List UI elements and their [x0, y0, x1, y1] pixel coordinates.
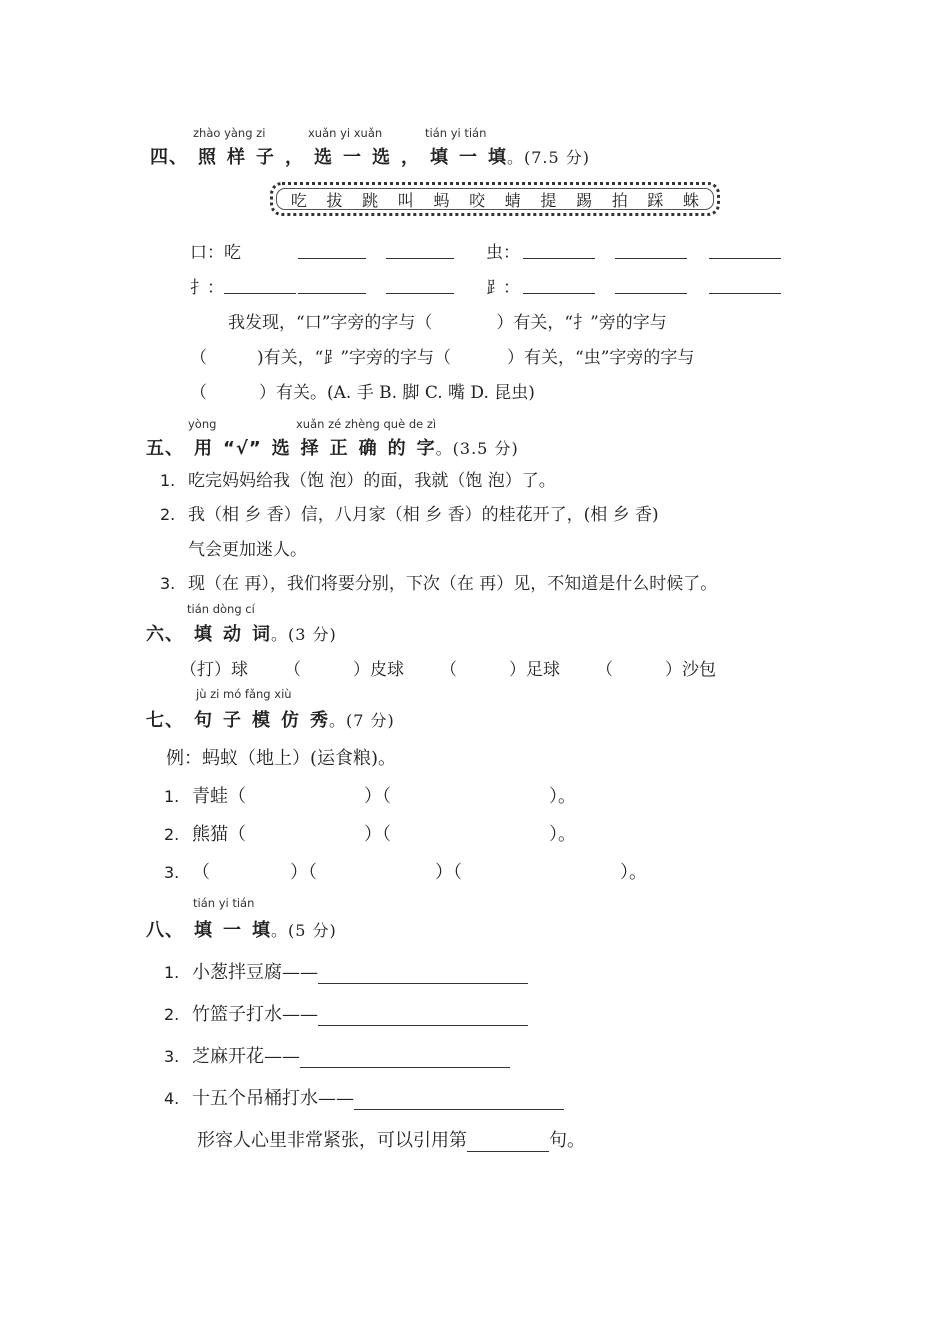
- blank[interactable]: [386, 240, 454, 259]
- s5-item-1: [160, 466, 556, 491]
- text: （: [228, 786, 246, 807]
- s8-item-1: [164, 958, 528, 984]
- s7-pinyin: [0, 687, 950, 701]
- title-char: 选: [271, 438, 291, 459]
- pinyin: tián yi tián: [425, 126, 487, 140]
- word: 蜻: [504, 190, 521, 210]
- s7-item-2: [164, 820, 576, 846]
- blank[interactable]: [615, 275, 687, 294]
- blank[interactable]: [386, 275, 454, 294]
- score: 。(3 分): [271, 625, 337, 644]
- title-char: 一: [223, 920, 242, 941]
- answer-line[interactable]: [318, 965, 528, 984]
- title-char: 正: [329, 438, 349, 459]
- section-number: 四、: [150, 147, 188, 168]
- text: （: [228, 824, 246, 845]
- text: （: [440, 660, 457, 680]
- score: 。(7.5 分): [507, 148, 591, 167]
- item-text: 气会更加迷人。: [188, 540, 307, 560]
- discovery-line-2: [190, 343, 694, 368]
- title-char: 选: [372, 147, 391, 168]
- word: 提: [540, 190, 557, 210]
- text: （: [190, 383, 207, 403]
- text: （: [596, 660, 613, 680]
- pinyin: tián dòng cí: [187, 602, 255, 616]
- item-number: 3.: [164, 863, 180, 882]
- s5-pinyin: [0, 417, 950, 431]
- item-number: 1.: [164, 787, 180, 806]
- answer-line[interactable]: [354, 1091, 564, 1110]
- section-8-title: [146, 916, 337, 942]
- pinyin: zhào yàng zi: [193, 126, 266, 140]
- text: ）沙包: [665, 660, 716, 680]
- item-number: 2.: [164, 1005, 180, 1024]
- word: 咬: [469, 190, 486, 210]
- s8-item-4: [164, 1084, 564, 1110]
- text: ）皮球: [353, 660, 404, 680]
- title-char: 子: [256, 147, 275, 168]
- text: （: [284, 660, 301, 680]
- text: ）足球: [509, 660, 560, 680]
- title-char: 子: [223, 710, 242, 731]
- title-char: 填: [194, 624, 213, 645]
- s7-example: 例：蚂蚁（地上）(运食粮)。: [166, 748, 397, 769]
- word: 拔: [326, 190, 343, 210]
- word-bank: [270, 182, 720, 216]
- word: 踢: [576, 190, 593, 210]
- title-char: ，: [401, 147, 420, 168]
- word: 跳: [362, 190, 379, 210]
- title-char: 模: [252, 710, 271, 731]
- blank[interactable]: [709, 240, 781, 259]
- title-char: 填: [252, 920, 271, 941]
- pinyin: xuǎn zé zhèng què de zì: [296, 417, 437, 431]
- word: 拍: [611, 190, 628, 210]
- section-number: 七、: [146, 710, 184, 731]
- text: ）。: [549, 786, 576, 807]
- s8-item-3: [164, 1042, 510, 1068]
- title-char: 字: [416, 438, 436, 459]
- title-char: 动: [223, 624, 242, 645]
- item-number: 3.: [160, 574, 176, 593]
- item-text: 吃完妈妈给我（饱 泡）的面，我就（饱 泡）了。: [188, 471, 556, 491]
- s6-pinyin: [0, 602, 950, 616]
- s6-line: [180, 655, 716, 680]
- blank[interactable]: [298, 240, 366, 259]
- title-char: 择: [300, 438, 320, 459]
- blank[interactable]: [523, 240, 595, 259]
- text: 形容人心里非常紧张，可以引用第: [197, 1130, 467, 1151]
- title-char: 词: [252, 624, 271, 645]
- item-number: 1.: [160, 471, 176, 490]
- pinyin: tián yi tián: [193, 896, 255, 910]
- s5-item-3: [160, 569, 717, 594]
- item-text: 芝麻开花——: [192, 1046, 300, 1067]
- item-number: 2.: [160, 505, 176, 524]
- text: ）有关。(A. 手 B. 脚 C. 嘴 D. 昆虫): [259, 383, 535, 403]
- title-char: 一: [459, 147, 478, 168]
- text: ）（: [435, 862, 462, 883]
- score: 。(7 分): [329, 711, 395, 730]
- title-char: 样: [227, 147, 246, 168]
- item-number: 2.: [164, 825, 180, 844]
- title-char: 确: [358, 438, 378, 459]
- section-7-title: [146, 706, 395, 732]
- text: ）（: [290, 862, 317, 883]
- item-number: 4.: [164, 1089, 180, 1108]
- title-char: 选: [314, 147, 333, 168]
- item-text: 小葱拌豆腐——: [192, 962, 318, 983]
- section-4-title: [150, 143, 590, 169]
- discovery-line-1: [228, 308, 667, 333]
- s7-item-3: [164, 858, 647, 884]
- word: 蚂: [433, 190, 450, 210]
- blank[interactable]: [298, 275, 366, 294]
- s8-item-2: [164, 1000, 528, 1026]
- title-char: 的: [387, 438, 407, 459]
- title-char: 填: [194, 920, 213, 941]
- subject: 熊猫: [192, 824, 228, 845]
- word: 蛛: [683, 190, 700, 210]
- section-6-title: [146, 620, 337, 646]
- title-char: 填: [430, 147, 449, 168]
- text: ）（: [364, 824, 391, 845]
- item-number: 3.: [164, 1047, 180, 1066]
- title-char: 一: [343, 147, 362, 168]
- blank[interactable]: [224, 275, 296, 294]
- title-char: 用: [194, 438, 213, 459]
- text: （打）球: [180, 660, 248, 680]
- text: 句。: [549, 1130, 585, 1151]
- score: 。(5 分): [271, 921, 337, 940]
- radical-row-1-left: 口：吃: [190, 243, 241, 263]
- item-text: 十五个吊桶打水——: [192, 1088, 354, 1109]
- score: 。(3.5 分): [435, 439, 519, 458]
- s5-item-2-cont: [188, 535, 307, 560]
- discovery-line-3: [190, 378, 535, 403]
- blank[interactable]: [709, 275, 781, 294]
- text: ）有关，“虫”字旁的字与: [507, 348, 695, 368]
- word: 踩: [647, 190, 664, 210]
- section-number: 八、: [146, 920, 184, 941]
- text: （: [192, 862, 210, 883]
- subject: 青蛙: [192, 786, 228, 807]
- section-number: 五、: [146, 438, 184, 459]
- s7-item-1: [164, 782, 576, 808]
- item-text: 我（相 乡 香）信，八月家（相 乡 香）的桂花开了，(相 乡 香): [188, 505, 659, 525]
- s5-item-2: [160, 500, 659, 525]
- item-text: 现（在 再），我们将要分别，下次（在 再）见，不知道是什么时候了。: [188, 574, 718, 594]
- word: 吃: [290, 190, 307, 210]
- title-char: 照: [198, 147, 217, 168]
- text: ）。: [549, 824, 576, 845]
- radical-row-2-left: 扌：: [190, 278, 224, 298]
- text: )有关，“⻊”字旁的字与（: [257, 348, 452, 368]
- item-text: 竹篮子打水——: [192, 1004, 318, 1025]
- text: ）。: [620, 862, 647, 883]
- blank[interactable]: [523, 275, 595, 294]
- s8-pinyin: [0, 896, 950, 910]
- answer-line[interactable]: [300, 1049, 510, 1068]
- title-char: “√”: [223, 438, 262, 459]
- radical-row-1-right: 虫：: [486, 243, 520, 263]
- section-5-title: [146, 434, 519, 460]
- title-char: ，: [285, 147, 304, 168]
- title-char: 填: [488, 147, 507, 168]
- radical-row-2-right: ⻊：: [486, 278, 520, 298]
- pinyin: yòng: [188, 417, 217, 431]
- pinyin: jù zi mó fǎng xiù: [196, 687, 292, 701]
- word: 叫: [397, 190, 414, 210]
- text: 我发现，“口”字旁的字与（: [228, 313, 433, 333]
- text: ）有关，“扌”旁的字与: [496, 313, 667, 333]
- item-number: 1.: [164, 963, 180, 982]
- title-char: 句: [194, 710, 213, 731]
- title-char: 秀: [310, 710, 329, 731]
- pinyin: xuǎn yi xuǎn: [308, 126, 383, 140]
- text: ）（: [364, 786, 391, 807]
- text: （: [190, 348, 207, 368]
- answer-line[interactable]: [318, 1007, 528, 1026]
- s4-pinyin: [0, 126, 950, 140]
- title-char: 仿: [281, 710, 300, 731]
- answer-line[interactable]: [467, 1133, 549, 1152]
- section-number: 六、: [146, 624, 184, 645]
- blank[interactable]: [615, 240, 687, 259]
- s8-final: [197, 1126, 585, 1152]
